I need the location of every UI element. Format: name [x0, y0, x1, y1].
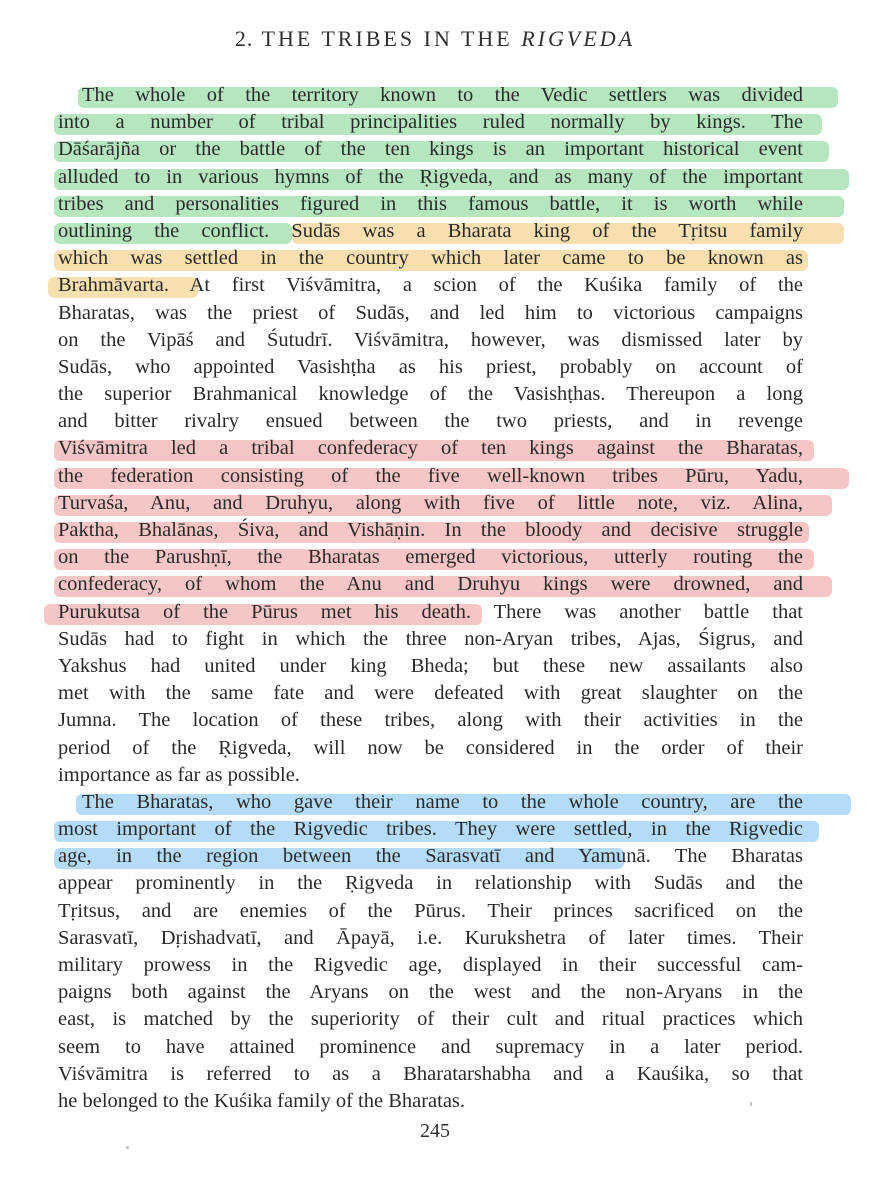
text-line: into a number of tribal principalities ruled normally by kings. The: [58, 109, 803, 136]
text-line: the superior Brahmanical knowledge of the Vasishṭhas. Thereupon a long: [58, 383, 803, 406]
text-line: the federation consisting of the five well-known tribes Pūru, Yadu,: [58, 463, 803, 490]
text-line: met with the same fate and were defeated with great slaughter on the: [58, 682, 803, 705]
text-line: Purukutsa of the Pūrus met his death. There was another battle that: [58, 599, 803, 626]
text-line: The whole of the territory known to the Vedic settlers was divided: [58, 82, 803, 109]
chapter-heading: [0, 26, 870, 52]
text-line: he belonged to the Kuśika family of the Bharatas.: [58, 1089, 466, 1112]
text-line: Tṛitsus, and are enemies of the Pūrus. Their princes sacrificed on the: [58, 899, 803, 922]
text-line: on the Vipāś and Śutudrī. Viśvāmitra, however, was dismissed later by: [58, 328, 803, 351]
text-line: Sudās, who appointed Vasishṭha as his priest, probably on account of: [58, 355, 803, 378]
page-body: [58, 82, 803, 1115]
text-line: Paktha, Bhalānas, Śiva, and Vishāṇin. In the bloody and decisive struggle: [58, 517, 803, 544]
text-line: Turvaśa, Anu, and Druhyu, along with five of little note, viz. Alina,: [58, 490, 803, 517]
text-line: importance as far as possible.: [58, 763, 300, 786]
paragraph-2: [58, 789, 803, 1115]
text-line: which was settled in the country which later came to be known as: [58, 245, 803, 272]
text-line: Viśvāmitra led a tribal confederacy of ten kings against the Bharatas,: [58, 435, 803, 462]
text-line: Sudās had to fight in which the three non-Aryan tribes, Ajas, Śigrus, and: [58, 627, 803, 650]
text-line: Viśvāmitra is referred to as a Bharatarshabha and a Kauśika, so that: [58, 1062, 803, 1085]
text-line: Dāśarājña or the battle of the ten kings is an important historical event: [58, 136, 803, 163]
chapter-title-italic: RIGVEDA: [521, 26, 636, 51]
text-line: age, in the region between the Sarasvatī and Yamunā. The Bharatas: [58, 843, 803, 870]
text-line: confederacy, of whom the Anu and Druhyu kings were drowned, and: [58, 571, 803, 598]
scan-speck: [126, 1146, 129, 1149]
text-line: Yakshus had united under king Bheda; but these new assailants also: [58, 654, 803, 677]
text-line: The Bharatas, who gave their name to the whole country, are the: [58, 789, 803, 816]
text-line: seem to have attained prominence and supremacy in a later period.: [58, 1035, 803, 1058]
text-line: Brahmāvarta. At first Viśvāmitra, a scion of the Kuśika family of the: [58, 272, 803, 299]
text-line: most important of the Rigvedic tribes. They were settled, in the Rigvedic: [58, 816, 803, 843]
text-line: alluded to in various hymns of the Ṛigveda, and as many of the important: [58, 164, 803, 191]
text-line: paigns both against the Aryans on the west and the non-Aryans in the: [58, 981, 803, 1004]
text-line: military prowess in the Rigvedic age, displayed in their successful cam-: [58, 954, 803, 976]
text-line: and bitter rivalry ensued between the two priests, and in revenge: [58, 410, 803, 433]
paragraph-1: [58, 82, 803, 789]
chapter-number: 2.: [234, 26, 254, 51]
text-line: east, is matched by the superiority of their cult and ritual practices which: [58, 1008, 803, 1031]
text-line: Jumna. The location of these tribes, along with their activities in the: [58, 709, 803, 732]
text-line: outlining the conflict. Sudās was a Bharata king of the Tṛitsu family: [58, 218, 803, 245]
page-number: 245: [420, 1120, 450, 1142]
text-line: on the Parushṇī, the Bharatas emerged victorious, utterly routing the: [58, 544, 803, 571]
text-line: appear prominently in the Ṛigveda in relationship with Sudās and the: [58, 872, 803, 895]
chapter-title: THE TRIBES IN THE: [261, 26, 513, 51]
text-line: Bharatas, was the priest of Sudās, and led him to victorious campaigns: [58, 301, 803, 324]
text-line: tribes and personalities figured in this famous battle, it is worth while: [58, 191, 803, 218]
text-line: Sarasvatī, Dṛishadvatī, and Āpayā, i.e. Kurukshetra of later times. Their: [58, 926, 803, 949]
text-line: period of the Ṛigveda, will now be considered in the order of their: [58, 736, 803, 759]
